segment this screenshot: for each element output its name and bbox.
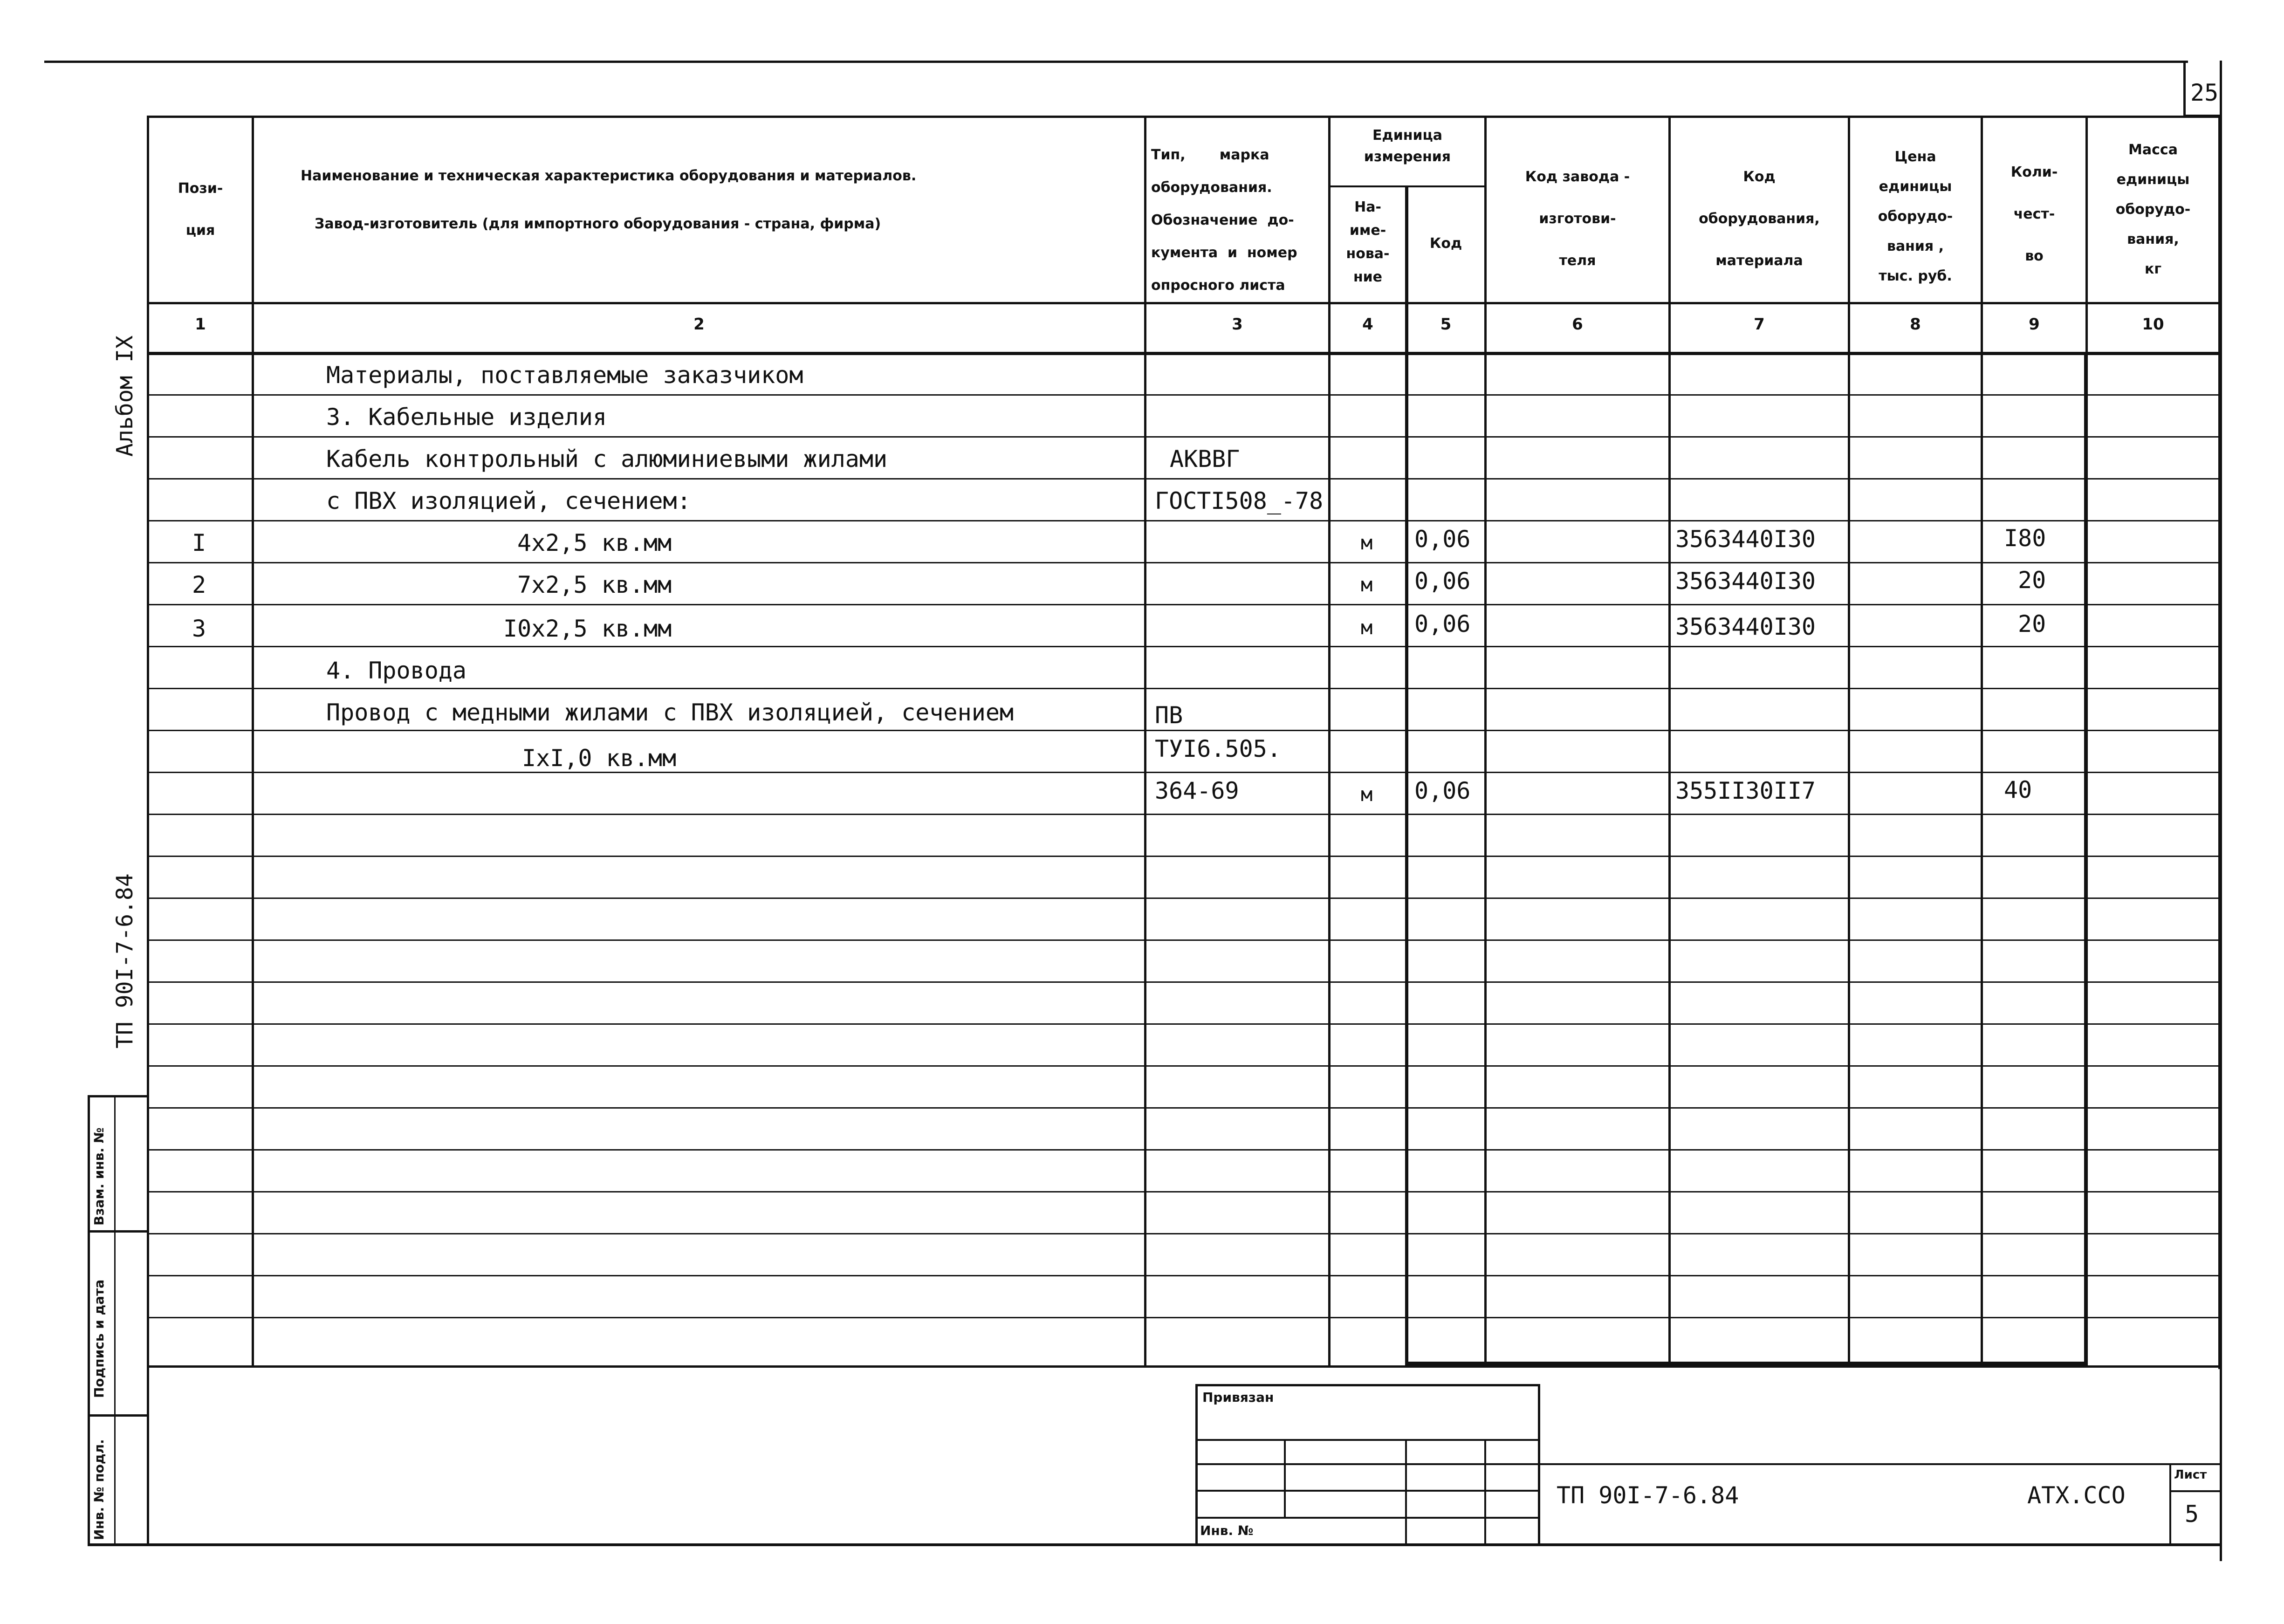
- header-type: Тип, марка оборудования. Обозначение до- кумента и номер опросного листа: [1151, 147, 1297, 294]
- column-number-1: 1: [195, 315, 206, 334]
- row-name: Кабель контрольный с алюминиевыми жилами: [326, 445, 888, 473]
- table-row-line: [147, 898, 2221, 899]
- table-row-line: [147, 604, 2221, 605]
- row-type: ТУI6.505.: [1155, 735, 1281, 762]
- header-quantity: Коли- чест- во: [2010, 164, 2058, 264]
- row-name: I0х2,5 кв.мм: [503, 615, 672, 642]
- table-row-line: [147, 1023, 2221, 1025]
- table-row-line: [147, 1149, 2221, 1151]
- table-row-line: [147, 1107, 2221, 1109]
- row-unit: м: [1361, 531, 1373, 554]
- table-row-line: [147, 1065, 2221, 1067]
- column-number-8: 8: [1910, 315, 1921, 334]
- table-row-line: [147, 1275, 2221, 1276]
- table-row-line: [147, 772, 2221, 773]
- row-name: 7х2,5 кв.мм: [517, 571, 672, 598]
- row-name: с ПВХ изоляцией, сечением:: [326, 487, 691, 514]
- header-unit-name: На- име- нова- ние: [1346, 199, 1390, 285]
- table-row-line: [147, 478, 2221, 480]
- stamp-original-inv: Инв. № подл.: [91, 1439, 107, 1540]
- row-type: 364-69: [1155, 777, 1239, 804]
- row-name: Провод с медными жилами с ПВХ изоляцией, сечением: [326, 699, 1014, 726]
- row-quantity: 20: [2018, 567, 2046, 594]
- row-material-code: 3563440I30: [1675, 568, 1816, 595]
- row-position: 2: [192, 571, 206, 598]
- table-row-line: [147, 394, 2221, 396]
- row-code: 0,06: [1414, 777, 1471, 804]
- row-name: 3. Кабельные изделия: [326, 404, 607, 431]
- row-quantity: I80: [2004, 525, 2046, 552]
- table-row-line: [147, 1317, 2221, 1318]
- project-label: ТП 90I-7-6.84: [112, 873, 138, 1048]
- sheet-label: Лист: [2174, 1468, 2207, 1482]
- row-material-code: 3563440I30: [1675, 613, 1816, 640]
- row-code: 0,06: [1414, 610, 1471, 637]
- table-row-line: [147, 1233, 2221, 1234]
- header-mass: Масса единицы оборудо- вания, кг: [2115, 142, 2191, 277]
- column-number-4: 4: [1362, 315, 1373, 334]
- header-unit-code: Код: [1429, 235, 1462, 252]
- table-row-line: [147, 562, 2221, 563]
- header-name-line1: Наименование и техническая характеристика оборудования и материалов.: [301, 168, 917, 184]
- row-position: 3: [192, 615, 206, 642]
- stamp-replacement-inv: Взам. инв. №: [91, 1127, 107, 1226]
- row-unit: м: [1361, 783, 1373, 806]
- row-name: IхI,0 кв.мм: [522, 745, 677, 772]
- row-material-code: 355II30II7: [1675, 777, 1816, 804]
- table-row-line: [147, 688, 2221, 689]
- table-row-line: [147, 646, 2221, 647]
- header-price: Цена единицы оборудо- вания , тыс. руб.: [1878, 149, 1953, 284]
- inv-number-label: Инв. №: [1200, 1523, 1254, 1538]
- tied-label: Привязан: [1202, 1390, 1274, 1405]
- sheet-number-top: 25: [2190, 79, 2219, 106]
- column-number-2: 2: [693, 315, 705, 334]
- row-type: ПВ: [1155, 702, 1183, 729]
- header-material-code: Код оборудования, материала: [1699, 169, 1820, 269]
- stamp-signature-date: Подпись и дата: [91, 1279, 107, 1398]
- album-label: Альбом IX: [112, 335, 138, 457]
- row-type: АКВВГ: [1170, 445, 1240, 473]
- column-number-10: 10: [2142, 315, 2164, 334]
- column-number-7: 7: [1754, 315, 1765, 334]
- sheet-number: 5: [2185, 1501, 2199, 1528]
- row-unit: м: [1361, 573, 1373, 596]
- row-type: ГОСТI508_-78: [1155, 487, 1324, 514]
- table-row-line: [147, 436, 2221, 438]
- row-code: 0,06: [1414, 526, 1471, 553]
- designation: ТП 90I-7-6.84: [1557, 1482, 1739, 1509]
- table-row-line: [147, 814, 2221, 815]
- row-material-code: 3563440I30: [1675, 526, 1816, 553]
- document-code: АТХ.ССО: [2027, 1482, 2126, 1509]
- header-position: Пози- ция: [178, 180, 223, 239]
- row-unit: м: [1361, 616, 1373, 639]
- table-row-line: [147, 1191, 2221, 1192]
- table-row-line: [147, 856, 2221, 857]
- row-name: 4х2,5 кв.мм: [517, 529, 672, 556]
- column-number-5: 5: [1440, 315, 1452, 334]
- column-number-6: 6: [1572, 315, 1583, 334]
- row-code: 0,06: [1414, 568, 1471, 595]
- table-row-line: [147, 730, 2221, 731]
- header-plant-code: Код завода - изготови- теля: [1525, 169, 1630, 269]
- row-quantity: 20: [2018, 610, 2046, 637]
- header-name-line2: Завод-изготовитель (для импортного оборудования - страна, фирма): [315, 216, 881, 232]
- row-name: Материалы, поставляемые заказчиком: [326, 362, 803, 389]
- table-row-line: [147, 939, 2221, 941]
- header-unit-group: Единица измерения: [1364, 127, 1451, 165]
- table-row-line: [147, 981, 2221, 983]
- row-position: I: [192, 529, 206, 556]
- row-name: 4. Провода: [326, 657, 467, 684]
- row-quantity: 40: [2004, 776, 2032, 803]
- column-number-9: 9: [2029, 315, 2040, 334]
- table-row-line: [147, 520, 2221, 521]
- column-number-3: 3: [1232, 315, 1243, 334]
